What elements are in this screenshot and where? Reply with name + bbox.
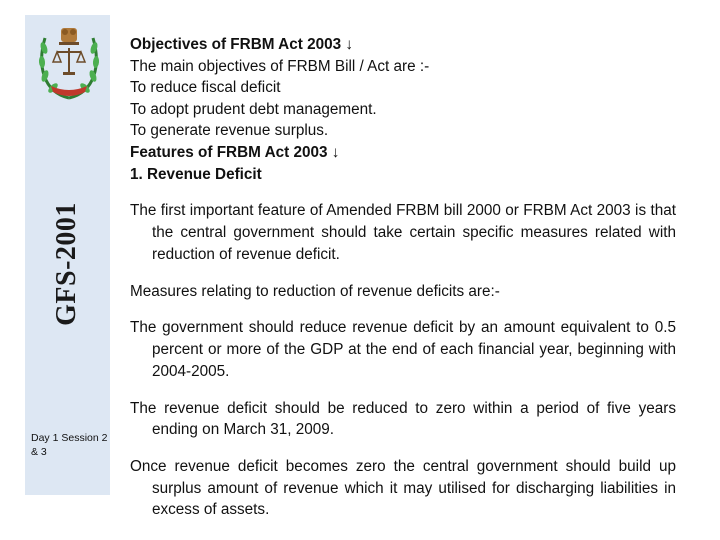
vertical-title: GFS-2001 (51, 202, 82, 326)
measure-paragraph: Once revenue deficit becomes zero the central government should build up surplus amount of revenue which it may utilised for discharging liabilities in excess of assets. (130, 457, 676, 519)
objectives-heading: Objectives of FRBM Act 2003 ↓ (130, 36, 353, 53)
objective-item: To reduce fiscal deficit (130, 79, 281, 97)
measures-intro: Measures relating to reduction of revenue deficits are:- (130, 282, 500, 300)
feature-paragraph: The first important feature of Amended FRBM bill 2000 or FRBM Act 2003 is that the central government should take certain specific measures related with reduction of revenue deficit. (130, 202, 676, 263)
objective-item: To adopt prudent debt management. (130, 100, 377, 118)
measure-paragraph: The revenue deficit should be reduced to zero within a period of five years ending on March 31, 2009. (130, 399, 676, 439)
measure-paragraph: The government should reduce revenue deficit by an amount equivalent to 0.5 percent or more of the GDP at the end of each financial year, beginning with 2004-2005. (130, 319, 676, 380)
slide-content (130, 34, 676, 536)
sidebar-panel (25, 15, 110, 495)
objective-item: To generate revenue surplus. (130, 122, 329, 140)
session-label: Day 1 Session 2 & 3 (31, 432, 108, 458)
feature-title: 1. Revenue Deficit (130, 165, 262, 183)
emblem-icon (35, 20, 103, 105)
features-heading: Features of FRBM Act 2003 ↓ (130, 143, 340, 161)
objectives-intro: The main objectives of FRBM Bill / Act are :- (130, 57, 430, 75)
